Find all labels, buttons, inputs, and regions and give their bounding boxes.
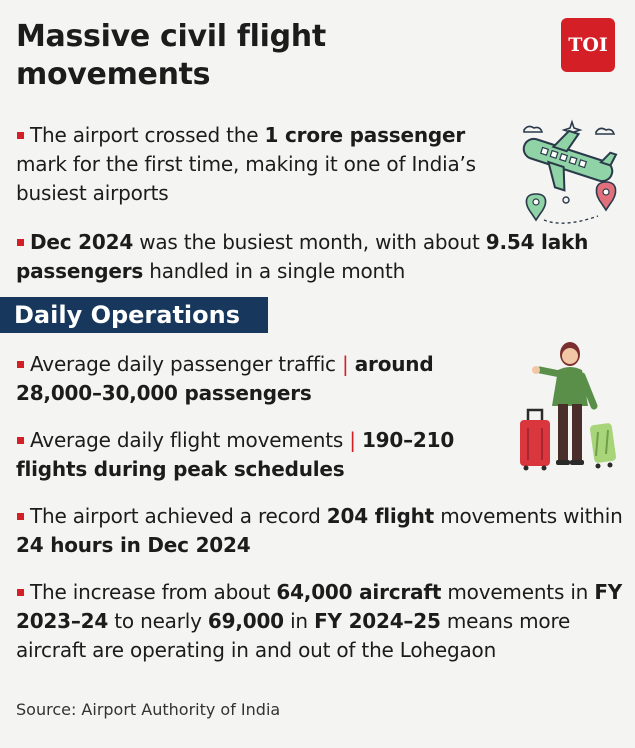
bullet-daily-passenger-traffic: Average daily passenger traffic | around 28,000–30,000 passengers (16, 352, 434, 405)
toi-logo: TOI (561, 18, 615, 72)
section-heading-daily-operations: Daily Operations (0, 297, 268, 333)
bullet-marker (17, 239, 24, 246)
source-note: Source: Airport Authority of India (16, 700, 281, 719)
bullet-marker (17, 513, 24, 520)
bullet-marker (17, 361, 24, 368)
bullet-marker (17, 589, 24, 596)
bullet-marker (17, 132, 24, 139)
bullet-busiest-month: Dec 2024 was the busiest month, with about 9.54 lakh passengers handled in a single month (16, 230, 589, 283)
page-title: Massive civil flight movements (16, 19, 326, 92)
bullet-daily-flight-movements: Average daily flight movements | 190–210 flights during peak schedules (16, 428, 455, 481)
airplane-illustration (510, 118, 626, 228)
bullet-passenger-mark: The airport crossed the 1 crore passenger mark for the first time, making it one of India’s busiest airports (16, 123, 476, 205)
traveller-illustration (514, 338, 620, 472)
bullet-record-movements: The airport achieved a record 204 flight movements within 24 hours in Dec 2024 (16, 504, 623, 557)
bullet-aircraft-increase: The increase from about 64,000 aircraft movements in FY 2023–24 to nearly 69,000 in FY 2024–25 means more aircraft are operating in and out of the Lohegaon (16, 580, 623, 662)
bullet-marker (17, 437, 24, 444)
